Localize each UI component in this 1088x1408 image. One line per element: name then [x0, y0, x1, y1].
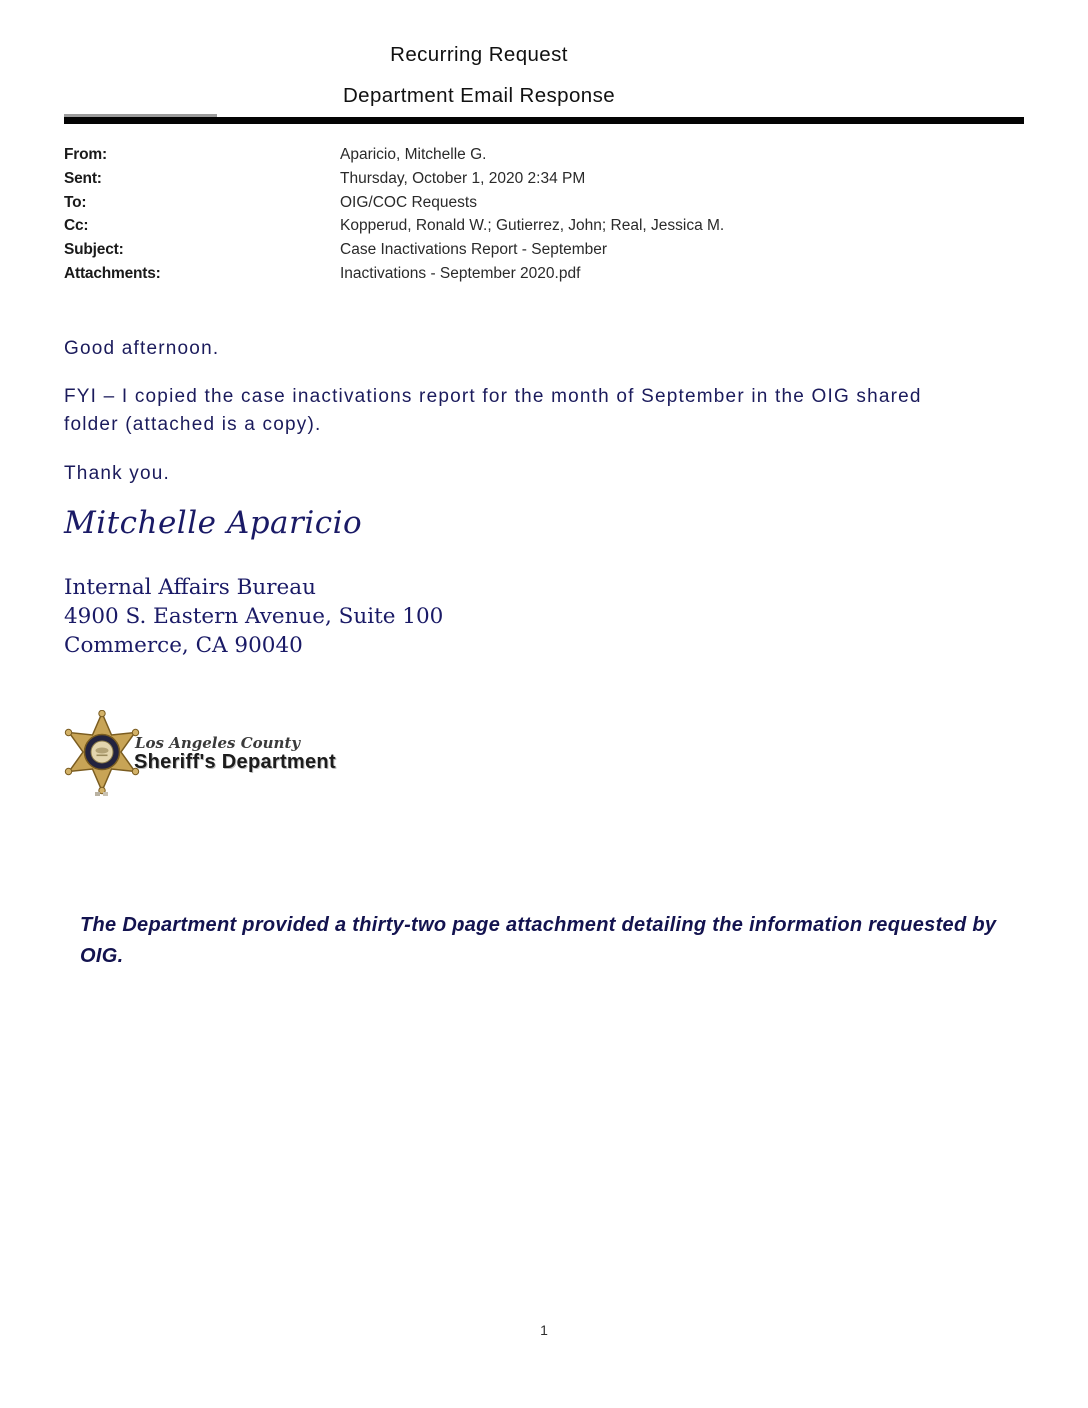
logo-department-text: Sheriff's Department [134, 751, 336, 773]
field-value: Inactivations - September 2020.pdf [340, 264, 581, 282]
email-body-paragraph: FYI – I copied the case inactivations report for the month of September in the OIG shared folder (attached is a copy). [64, 386, 922, 435]
email-field-from [64, 143, 964, 167]
email-header [64, 143, 964, 286]
signature-name: Mitchelle Aparicio [64, 505, 363, 541]
field-label: Subject: [64, 241, 124, 259]
field-value: Aparicio, Mitchelle G. [340, 146, 487, 163]
document-title-line2: Department Email Response [342, 84, 616, 107]
field-label: From: [64, 146, 107, 163]
signature-address-line1: 4900 S. Eastern Avenue, Suite 100 [64, 604, 444, 629]
field-label: Sent: [64, 169, 102, 187]
signature-org: Internal Affairs Bureau [64, 575, 316, 600]
signature-block [64, 573, 443, 660]
signature-address-line2: Commerce, CA 90040 [64, 633, 303, 658]
header-rule [64, 117, 1024, 124]
email-field-attachments [64, 262, 964, 286]
field-label: Cc: [64, 217, 89, 235]
email-body-closing: Thank you. [64, 463, 170, 484]
email-body-greeting: Good afternoon. [64, 338, 220, 359]
email-field-subject [64, 238, 964, 262]
page-number: 1 [540, 1322, 548, 1338]
document-title-line1: Recurring Request [390, 43, 568, 66]
field-label: To: [64, 193, 87, 211]
email-field-sent [64, 167, 964, 191]
logo-county-text: Los Angeles County [135, 734, 301, 752]
field-value: Thursday, October 1, 2020 2:34 PM [340, 169, 586, 187]
field-value: Kopperud, Ronald W.; Gutierrez, John; Real, Jessica M. [340, 217, 725, 235]
field-value: OIG/COC Requests [340, 193, 477, 211]
email-field-cc [64, 214, 964, 238]
sheriff-star-badge-icon [62, 710, 144, 798]
email-field-to [64, 191, 964, 215]
field-value: Case Inactivations Report - September [340, 241, 608, 259]
lasd-logo [62, 710, 342, 800]
field-label: Attachments: [64, 264, 161, 282]
oig-annotation: The Department provided a thirty-two page attachment detailing the information requested by OIG. [80, 914, 997, 967]
